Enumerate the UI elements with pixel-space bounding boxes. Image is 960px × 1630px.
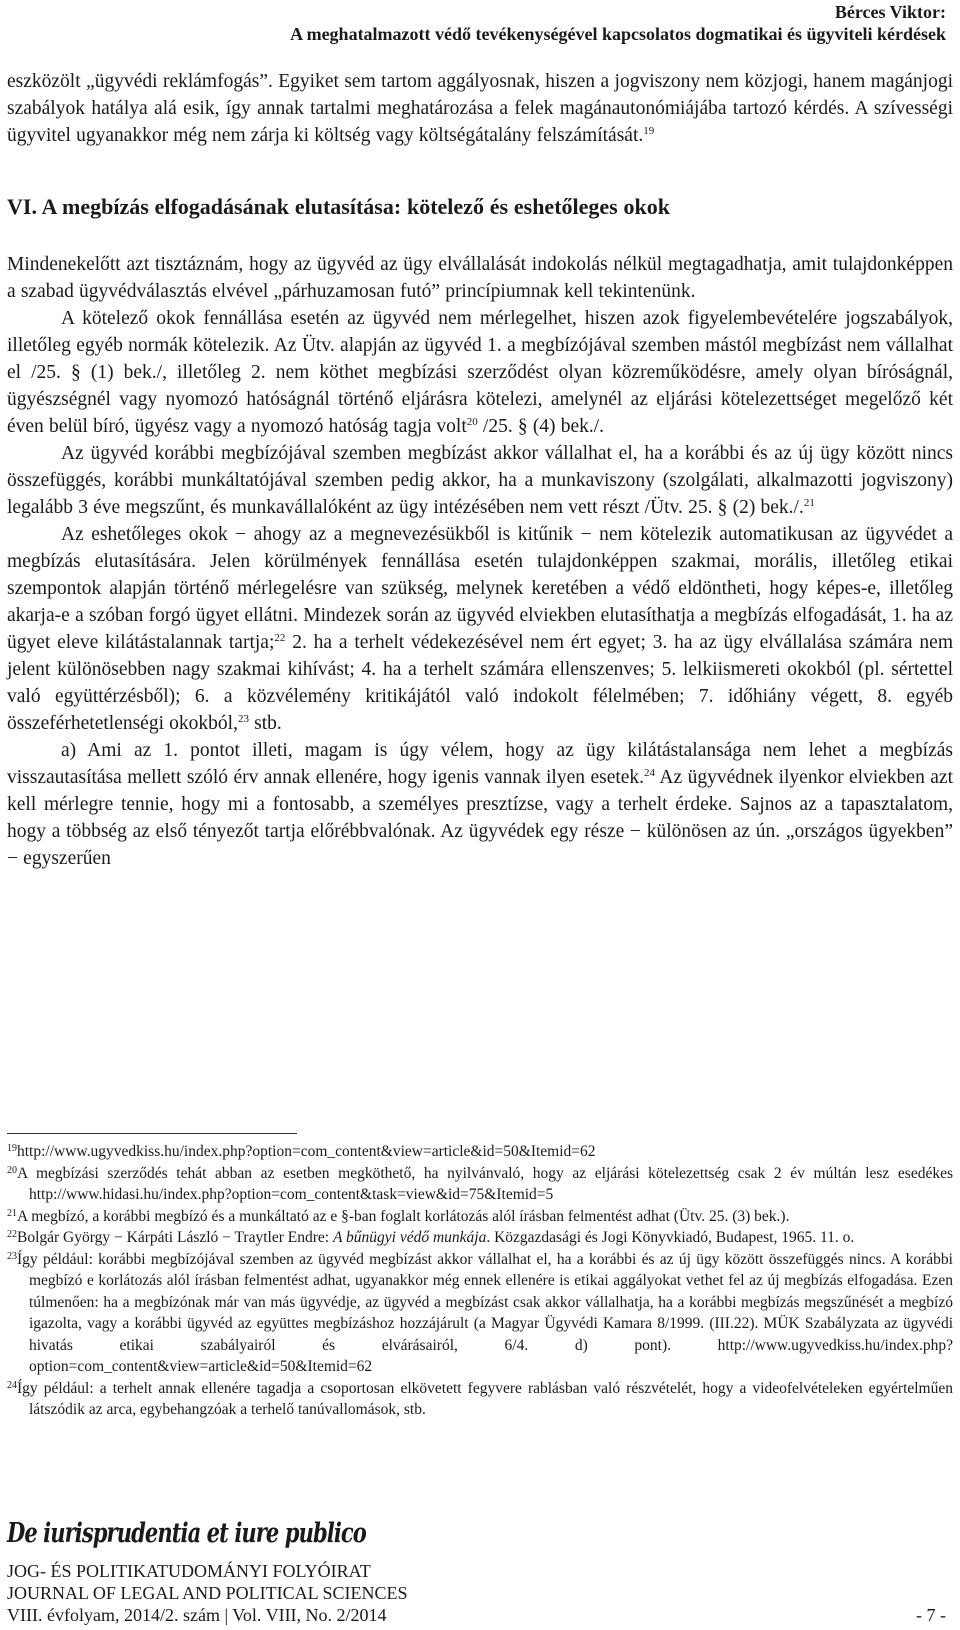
footnote-text: Így például: korábbi megbízójával szemben az ügyvéd megbízást akkor vállalhat el, ha a korábbi és az új ügy között összefüggés nincs. A korábbi megbízó e korlátozás alól írásban felmentést adhat, ugyanakkor még ennek ellenére is etikai aggályokat vethet fel az új megbízás elfogadása. Ezen túlmenően: ha a megbízónak már van más ügyvédje, az ügyvéd a megbízást csak akkor vállalhatja, ha a korábbi megbízás megszűnését a megbízó igazolta, vagy a korábbi ügyvéd az együttes megbízáshoz hozzájárult (a Magyar Ügyvédi Kamara 8/1999. (III.22). MÜK Szabályzata az ügyvédi hivatás etikai szabályairól és elvárásairól, 6/4. d) pont). http://www.ugyvedkiss.hu/index.php?option=com_content&view=article&id=50&Itemid=62	[17, 1250, 953, 1375]
footnote-number: 19	[7, 1143, 17, 1154]
footnote-ref: 21	[803, 497, 815, 509]
paragraph	[7, 440, 953, 521]
page-number: - 7 -	[916, 1605, 946, 1625]
footnote-separator	[7, 1133, 297, 1134]
paragraph-text: A kötelező okok fennállása esetén az ügyvéd nem mérlegelhet, hiszen azok figyelembevételére jogszabályok, illetőleg egyéb normák kötelezik. Az Ütv. alapján az ügyvéd 1. a megbízójával szemben mástól megbízást nem vállalhat el /25. § (1) bek./, illetőleg 2. nem köthet megbízási szerződést olyan közreműködésre, amely olyan bíróságnál, ügyészségnél vagy nyomozó hatóságnál történő eljárásra kötelezi, amelynél az eljárási kötelezettséget megelőző két éven belül bíró, ügyész vagy a nyomozó hatóság tagja volt	[7, 308, 953, 437]
journal-volume: VIII. évfolyam, 2014/2. szám | Vol. VIII, No. 2/2014	[7, 1605, 387, 1625]
footnote-19	[7, 1141, 953, 1163]
footnote-21	[7, 1206, 953, 1228]
paragraph-text: a) Ami az 1. pontot illeti, magam is úgy vélem, hogy az ügy kilátástalansága nem lehet a megbízás visszautasítása mellett szóló érv annak ellenére, hogy igenis vannak ilyen esetek.	[7, 740, 953, 788]
paragraph-text: Az eshetőleges okok − ahogy az a megnevezésükből is kitűnik − nem kötelezik automatikusan az ügyvédet a megbízás elutasítására. Jelen körülmények fennállása esetén tulajdonképpen szakmai, morális, illetőleg etikai szempontok alapján történő mérlegelésre van szükség, melynek keretében a védő eldöntheti, hogy képes-e, illetőleg akarja-e a szóban forgó ügyet ellátni. Mindezek során az ügyvéd elviekben elutasíthatja a megbízás elfogadását, 1. ha az ügyet eleve kilátástalannak tartja;	[7, 524, 953, 653]
footnote-ref: 22	[274, 632, 286, 644]
header-title: A meghatalmazott védő tevékenységével kapcsolatos dogmatikai és ügyviteli kérdések	[290, 24, 946, 44]
footnote-link[interactable]: http://www.ugyvedkiss.hu/index.php?option=com_content&view=article&id=50&Itemid=62	[17, 1143, 596, 1160]
paragraph	[7, 521, 953, 737]
footnote-23	[7, 1249, 953, 1378]
footnote-ref: 19	[643, 125, 655, 137]
paragraph	[7, 737, 953, 872]
paragraph-text: Az ügyvéd korábbi megbízójával szemben megbízást akkor vállalhat el, ha a korábbi és az új ügy között nincs összefüggés, korábbi munkáltatójával szemben pedig akkor, ha a munkaviszony (szolgálati, alkalmazotti jogviszony) legalább 3 éve megszűnt, és munkavállalóként az ügy intézésében nem vett részt /Ütv. 25. § (2) bek./.	[7, 443, 953, 518]
header-author: Bérces Viktor:	[834, 2, 946, 22]
footnote-text: A megbízó, a korábbi megbízó és a munkáltató az e §-ban foglalt korlátozás alól írásban felmentést adhat (Ütv. 25. (3) bek.).	[17, 1207, 790, 1225]
paragraph	[7, 68, 953, 149]
paragraph-text: /25. § (4) bek./.	[477, 416, 605, 437]
article-body	[7, 68, 953, 872]
paragraph-text: eszközölt „ügyvédi reklámfogás”. Egyiket sem tartom aggályosnak, hiszen a jogviszony nem közjogi, hanem magánjogi szabályok hatálya alá esik, így annak tartalmi meghatározása a felek magánautonómiájába tartozó kérdés. A szívességi ügyvitel ugyanakkor még nem zárja ki költség vagy költségátalány felszámítását.	[7, 71, 953, 146]
footnote-book-title: A bűnügyi védő munkája	[332, 1229, 487, 1246]
footnote-text: A megbízási szerződés tehát abban az esetben megköthető, ha nyilvánvaló, hogy az eljárási kötelezettség csak 2 év múltán lesz esedékes http://www.hidasi.hu/index.php?option=com_content&task=view&id=75&Itemid=5	[17, 1164, 953, 1203]
footnote-text: Így például: a terhelt annak ellenére tagadja a csoportosan elkövetett fegyvere rablásban való részvételét, hogy a videofelvételeken egyértelműen látszódik az arca, egybehangzóak a terhelő tanúvallomások, stb.	[17, 1379, 953, 1418]
footnote-20	[7, 1163, 953, 1206]
footnote-text: Bolgár György − Kárpáti László − Traytler Endre:	[17, 1229, 333, 1246]
footnote-number: 22	[7, 1229, 17, 1240]
footnote-number: 23	[7, 1250, 17, 1262]
paragraph-text: stb.	[248, 713, 282, 734]
running-header	[290, 2, 946, 45]
journal-subtitle-hu: JOG- ÉS POLITIKATUDOMÁNYI FOLYÓIRAT	[7, 1561, 371, 1581]
footnote-number: 21	[7, 1207, 17, 1219]
footnote-24	[7, 1378, 953, 1421]
footnote-22	[7, 1227, 953, 1249]
footnote-ref: 20	[466, 416, 478, 428]
footnote-number: 20	[7, 1164, 17, 1176]
footnote-ref: 23	[237, 713, 249, 725]
paragraph-text: Az ügyvédnek ilyenkor elviekben azt kell mérlegre tennie, hogy mi a fontosabb, a személyes presztízse, vagy a terhelt érdeke. Sajnos az a tapasztalatom, hogy a többség az első tényezőt tartja előrébbvalónak. Az ügyvédek egy része − különösen az ún. „országos ügyekben” − egyszerűen	[7, 767, 953, 869]
section-heading: VI. A megbízás elfogadásának elutasítása: kötelező és eshetőleges okok	[7, 194, 670, 219]
journal-logo: De iurisprudentia et iure publico	[7, 1518, 366, 1549]
journal-info	[7, 1560, 408, 1626]
footnotes	[7, 1141, 953, 1421]
footnote-number: 24	[7, 1379, 17, 1391]
paragraph: Mindenekelőtt azt tisztáznám, hogy az ügyvéd az ügy elvállalását indokolás nélkül megtagadhatja, amit tulajdonképpen a szabad ügyvédválasztás elvével „párhuzamosan futó” princípiumnak kell tekintenünk.	[7, 254, 953, 302]
paragraph-text: 2. ha a terhelt védekezésével nem ért egyet; 3. ha az ügy elvállalása számára nem jelent különösebben nagy szakmai kihívást; 4. ha a terhelt számára ellenszenves; 5. lelkiismereti okokból (pl. sértettel való együttérzésből); 6. a közvélemény kritikájától való indokolt félelmében; 7. időhiány végett, 8. egyéb összeférhetetlenségi okokból,	[7, 632, 953, 734]
footnote-ref: 24	[644, 767, 656, 779]
footnote-text: . Közgazdasági és Jogi Könyvkiadó, Budapest, 1965. 11. o.	[486, 1229, 855, 1246]
journal-subtitle-en: JOURNAL OF LEGAL AND POLITICAL SCIENCES	[7, 1583, 408, 1603]
paragraph	[7, 305, 953, 440]
